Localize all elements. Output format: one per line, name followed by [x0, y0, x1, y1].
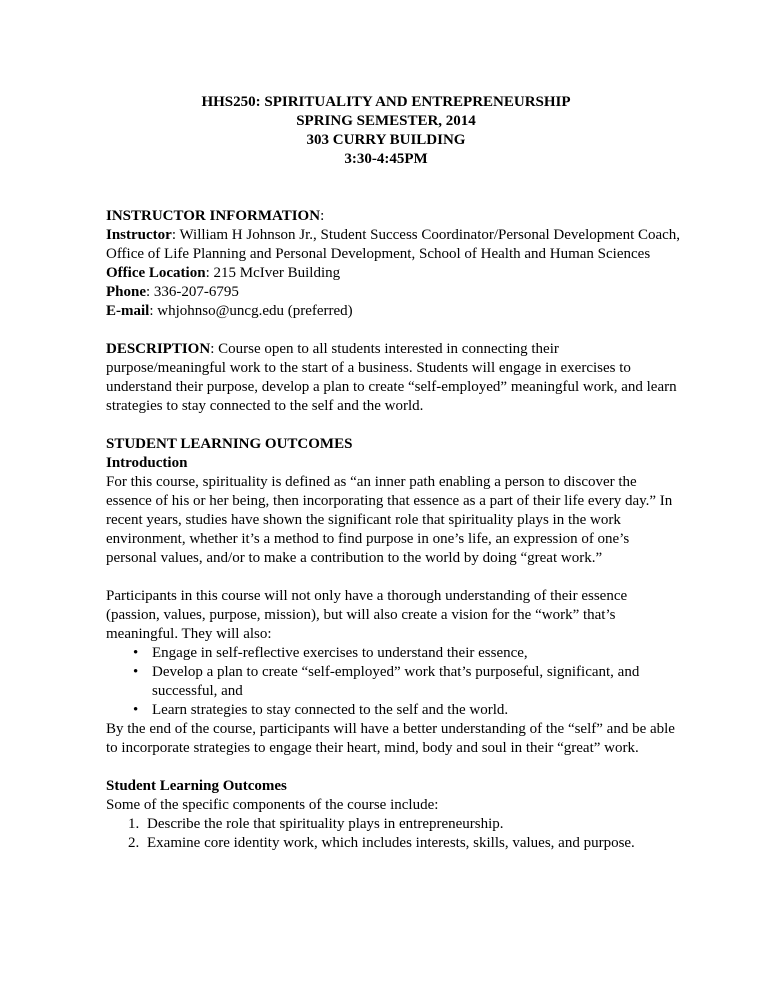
bullet-icon: •	[133, 664, 139, 680]
office-location: Office Location: 215 McIver Building	[106, 265, 341, 281]
list-item: • Engage in self-reflective exercises to understand their essence,	[133, 645, 528, 661]
closing-paragraph: By the end of the course, participants will have a better understanding of the “self” and be able to incorporate strategies to engage their heart, mind, body and soul in their “great” work.	[106, 721, 675, 756]
participants-block	[106, 587, 682, 758]
instructor-information	[106, 207, 682, 321]
course-description	[106, 340, 682, 416]
course-title: HHS250: SPIRITUALITY AND ENTREPRENEURSHIP	[201, 94, 571, 110]
slo-intro: Some of the specific components of the course include:	[106, 797, 439, 813]
instructor-name: Instructor: William H Johnson Jr., Student Success Coordinator/Personal Development Coach, Office of Life Planning and Personal Development, School of Health and Human Sciences	[106, 227, 681, 262]
course-header	[106, 93, 682, 169]
description-paragraph: DESCRIPTION: Course open to all students interested in connecting their purpose/meaningful work to the start of a business. Students will engage in exercises to understand their purpose, develop a plan to create “self-employed” meaningful work, and learn strategies to stay connected to the self and the world.	[106, 341, 677, 414]
outcomes-heading: STUDENT LEARNING OUTCOMES	[106, 436, 353, 452]
introduction-heading: Introduction	[106, 455, 188, 471]
participants-paragraph: Participants in this course will not only have a thorough understanding of their essence (passion, values, purpose, mission), but will also create a vision for the “work” that’s meaningful. They will also:	[106, 588, 628, 642]
item-number: 1.	[128, 816, 140, 832]
course-time: 3:30-4:45PM	[344, 151, 428, 167]
student-learning-outcomes	[106, 435, 682, 568]
participant-bullet-list	[106, 644, 682, 720]
instructor-phone: Phone: 336-207-6795	[106, 284, 239, 300]
bullet-icon: •	[133, 702, 139, 718]
instructor-email: E-mail: whjohnso@uncg.edu (preferred)	[106, 303, 353, 319]
list-item: 1. Describe the role that spirituality plays in entrepreneurship.	[128, 816, 504, 832]
slo-heading: Student Learning Outcomes	[106, 778, 287, 794]
item-number: 2.	[128, 835, 140, 851]
course-location: 303 CURRY BUILDING	[306, 132, 466, 148]
outcomes-list	[106, 815, 682, 853]
introduction-paragraph: For this course, spirituality is defined as “an inner path enabling a person to discover the essence of his or her being, then incorporating that essence as a part of their life every day.” In recent years, studies have shown the significant role that spirituality plays in the work environment, whether it’s a method to find purpose in one’s life, an expression of one’s personal values, and/or to make a contribution to the world by doing “great work.”	[106, 474, 673, 566]
bullet-icon: •	[133, 645, 139, 661]
course-semester: SPRING SEMESTER, 2014	[296, 113, 476, 129]
list-item: 2. Examine core identity work, which includes interests, skills, values, and purpose.	[128, 835, 635, 851]
list-item: • Learn strategies to stay connected to the self and the world.	[133, 702, 509, 718]
instructor-heading: INSTRUCTOR INFORMATION:	[106, 208, 325, 224]
list-item: • Develop a plan to create “self-employed” work that’s purposeful, significant, and successful, and	[133, 664, 640, 699]
specific-outcomes	[106, 777, 682, 853]
